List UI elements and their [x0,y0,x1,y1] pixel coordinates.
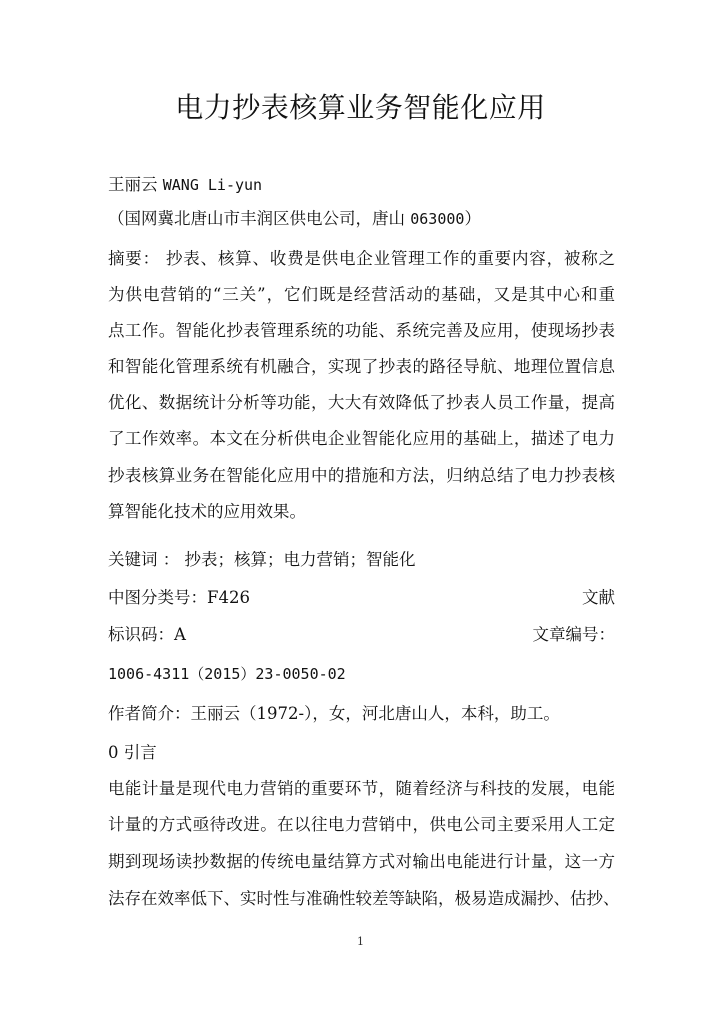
body-line: 法存在效率低下、实时性与准确性较差等缺陷，极易造成漏抄、估抄、 [108,889,620,908]
body-line: 电能计量是现代电力营销的重要环节，随着经济与科技的发展，电能 [108,779,615,798]
body-line: 期到现场读抄数据的传统电量结算方式对输出电能进行计量，这一方 [108,852,615,871]
affiliation-text: （国网冀北唐山市丰润区供电公司，唐山 [108,209,411,228]
doc-code-label: 文献 [582,588,615,607]
author-cn: 王丽云 [108,175,163,194]
abstract-line: 为供电营销的“三关”，它们既是经营活动的基础，又是其中心和重 [108,285,615,304]
abstract-line: 了工作效率。本文在分析供电企业智能化应用的基础上，描述了电力 [108,429,615,448]
page-number: 1 [357,935,364,948]
abstract-line: 点工作。智能化抄表管理系统的功能、系统完善及应用，使现场抄表 [108,321,615,340]
author-en: WANG Li-yun [162,176,263,194]
abstract-line: 摘要： 抄表、核算、收费是供电企业管理工作的重要内容，被称之 [108,249,615,268]
affiliation-line [108,208,615,230]
abstract-line: 优化、数据统计分析等功能，大大有效降低了抄表人员工作量，提高 [108,393,615,412]
doc-code-value: 标识码：A [108,625,186,644]
section-heading: 0 引言 [108,743,157,762]
author-bio: 作者简介：王丽云（1972-），女，河北唐山人，本科，助工。 [108,704,560,723]
affiliation-close: ） [464,209,481,228]
affiliation-zip: 063000 [410,210,465,228]
document-title: 电力抄表核算业务智能化应用 [175,91,546,124]
abstract-line: 和智能化管理系统有机融合，实现了抄表的路径导航、地理位置信息 [108,357,615,376]
body-line: 计量的方式亟待改进。在以往电力营销中，供电公司主要采用人工定 [108,815,615,834]
abstract-line: 抄表核算业务在智能化应用中的措施和方法，归纳总结了电力抄表核 [108,466,615,485]
clc-line: 中图分类号：F426 [108,588,250,607]
article-no-value: 1006-4311（2015）23-0050-02 [108,665,346,683]
keywords-line: 关键词 ： 抄表；核算；电力营销；智能化 [108,550,416,569]
abstract-line: 算智能化技术的应用效果。 [108,502,306,521]
article-no-label: 文章编号： [532,625,615,644]
author-line [108,174,615,196]
